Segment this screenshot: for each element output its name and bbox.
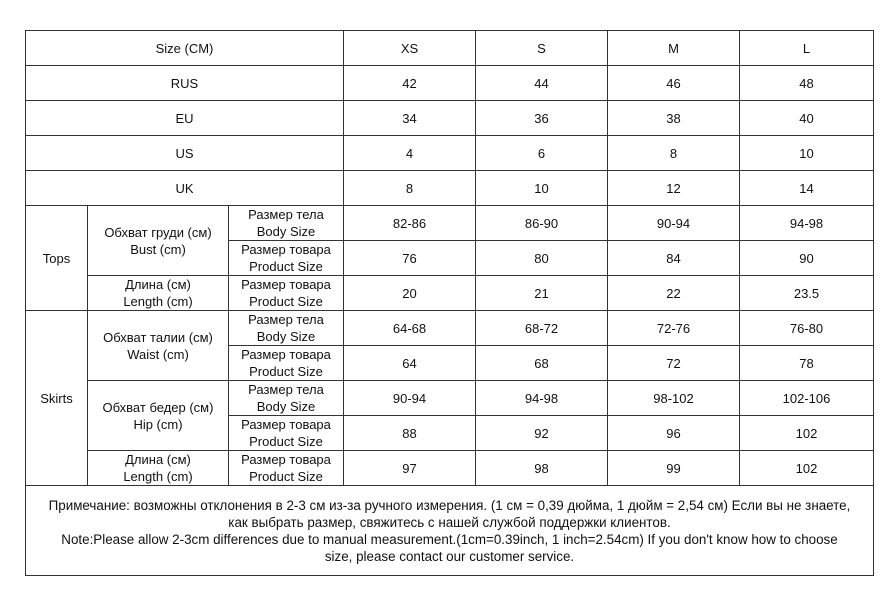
product-size-label: Размер товара Product Size — [229, 416, 344, 451]
tops-bust-body-row — [26, 206, 874, 241]
size-label: Size (CM) — [26, 31, 344, 66]
cell: 102 — [740, 451, 874, 486]
row-label: US — [26, 136, 344, 171]
bust-label — [88, 206, 229, 276]
product-size-label: Размер товара Product Size — [229, 346, 344, 381]
cell: 64 — [344, 346, 476, 381]
product-size-label: Размер товара Product Size — [229, 451, 344, 486]
cell: 94-98 — [740, 206, 874, 241]
note-row — [26, 486, 874, 576]
body-size-label: Размер тела Body Size — [229, 381, 344, 416]
cell: 64-68 — [344, 311, 476, 346]
skirts-label: Skirts — [26, 311, 88, 486]
cell: 84 — [608, 241, 740, 276]
cell: 34 — [344, 101, 476, 136]
cell: 90-94 — [344, 381, 476, 416]
cell: 8 — [344, 171, 476, 206]
uk-row — [26, 171, 874, 206]
row-label: EU — [26, 101, 344, 136]
cell: 98 — [476, 451, 608, 486]
row-label: UK — [26, 171, 344, 206]
tops-label: Tops — [26, 206, 88, 311]
cell: 97 — [344, 451, 476, 486]
note-ru-line-2: как выбрать размер, свяжитесь с нашей службой поддержки клиентов. — [228, 514, 671, 530]
cell: 80 — [476, 241, 608, 276]
cell: 98-102 — [608, 381, 740, 416]
cell: 48 — [740, 66, 874, 101]
cell: 102 — [740, 416, 874, 451]
cell: 10 — [740, 136, 874, 171]
bust-label-ru: Обхват груди (см) — [104, 224, 212, 240]
bust-label-en: Bust (cm) — [130, 241, 186, 257]
cell: 38 — [608, 101, 740, 136]
skirts-waist-body-row — [26, 311, 874, 346]
eu-row — [26, 101, 874, 136]
cell: 40 — [740, 101, 874, 136]
cell: 78 — [740, 346, 874, 381]
body-size-label: Размер тела Body Size — [229, 206, 344, 241]
row-label: RUS — [26, 66, 344, 101]
body-size-label: Размер тела Body Size — [229, 311, 344, 346]
cell: 42 — [344, 66, 476, 101]
cell: 4 — [344, 136, 476, 171]
cell: 22 — [608, 276, 740, 311]
header-row — [26, 31, 874, 66]
cell: 86-90 — [476, 206, 608, 241]
product-size-label: Размер товара Product Size — [229, 241, 344, 276]
rus-row — [26, 66, 874, 101]
cell: 36 — [476, 101, 608, 136]
product-size-label: Размер товара Product Size — [229, 276, 344, 311]
size-s: S — [476, 31, 608, 66]
size-m: M — [608, 31, 740, 66]
cell: 90-94 — [608, 206, 740, 241]
cell: 46 — [608, 66, 740, 101]
cell: 99 — [608, 451, 740, 486]
size-chart-table — [25, 30, 874, 576]
length-label: Длина (см) Length (cm) — [88, 451, 229, 486]
cell: 8 — [608, 136, 740, 171]
cell: 88 — [344, 416, 476, 451]
cell: 23.5 — [740, 276, 874, 311]
us-row — [26, 136, 874, 171]
cell: 6 — [476, 136, 608, 171]
cell: 102-106 — [740, 381, 874, 416]
cell: 72-76 — [608, 311, 740, 346]
waist-label: Обхват талии (см) Waist (cm) — [88, 311, 229, 381]
hip-label: Обхват бедер (см) Hip (cm) — [88, 381, 229, 451]
cell: 90 — [740, 241, 874, 276]
length-label: Длина (см) Length (cm) — [88, 276, 229, 311]
cell: 76 — [344, 241, 476, 276]
cell: 44 — [476, 66, 608, 101]
measurement-note — [26, 486, 874, 576]
cell: 10 — [476, 171, 608, 206]
cell: 12 — [608, 171, 740, 206]
size-xs: XS — [344, 31, 476, 66]
cell: 82-86 — [344, 206, 476, 241]
cell: 92 — [476, 416, 608, 451]
note-en-line-2: size, please contact our customer service. — [324, 548, 575, 564]
note-ru-line-1: Примечание: возможны отклонения в 2-3 см из-за ручного измерения. (1 см = 0,39 дюйма, 1 дюйм = 2,54 см) Если вы не знаете, — [48, 497, 851, 513]
cell: 21 — [476, 276, 608, 311]
cell: 14 — [740, 171, 874, 206]
cell: 96 — [608, 416, 740, 451]
size-l: L — [740, 31, 874, 66]
skirts-hip-body-row — [26, 381, 874, 416]
cell: 68 — [476, 346, 608, 381]
cell: 76-80 — [740, 311, 874, 346]
cell: 68-72 — [476, 311, 608, 346]
tops-length-row — [26, 276, 874, 311]
skirts-length-row — [26, 451, 874, 486]
note-en-line-1: Note:Please allow 2-3cm differences due to manual measurement.(1cm=0.39inch, 1 inch=2.54cm) If you don't know how to choose — [61, 531, 838, 547]
cell: 72 — [608, 346, 740, 381]
cell: 94-98 — [476, 381, 608, 416]
cell: 20 — [344, 276, 476, 311]
